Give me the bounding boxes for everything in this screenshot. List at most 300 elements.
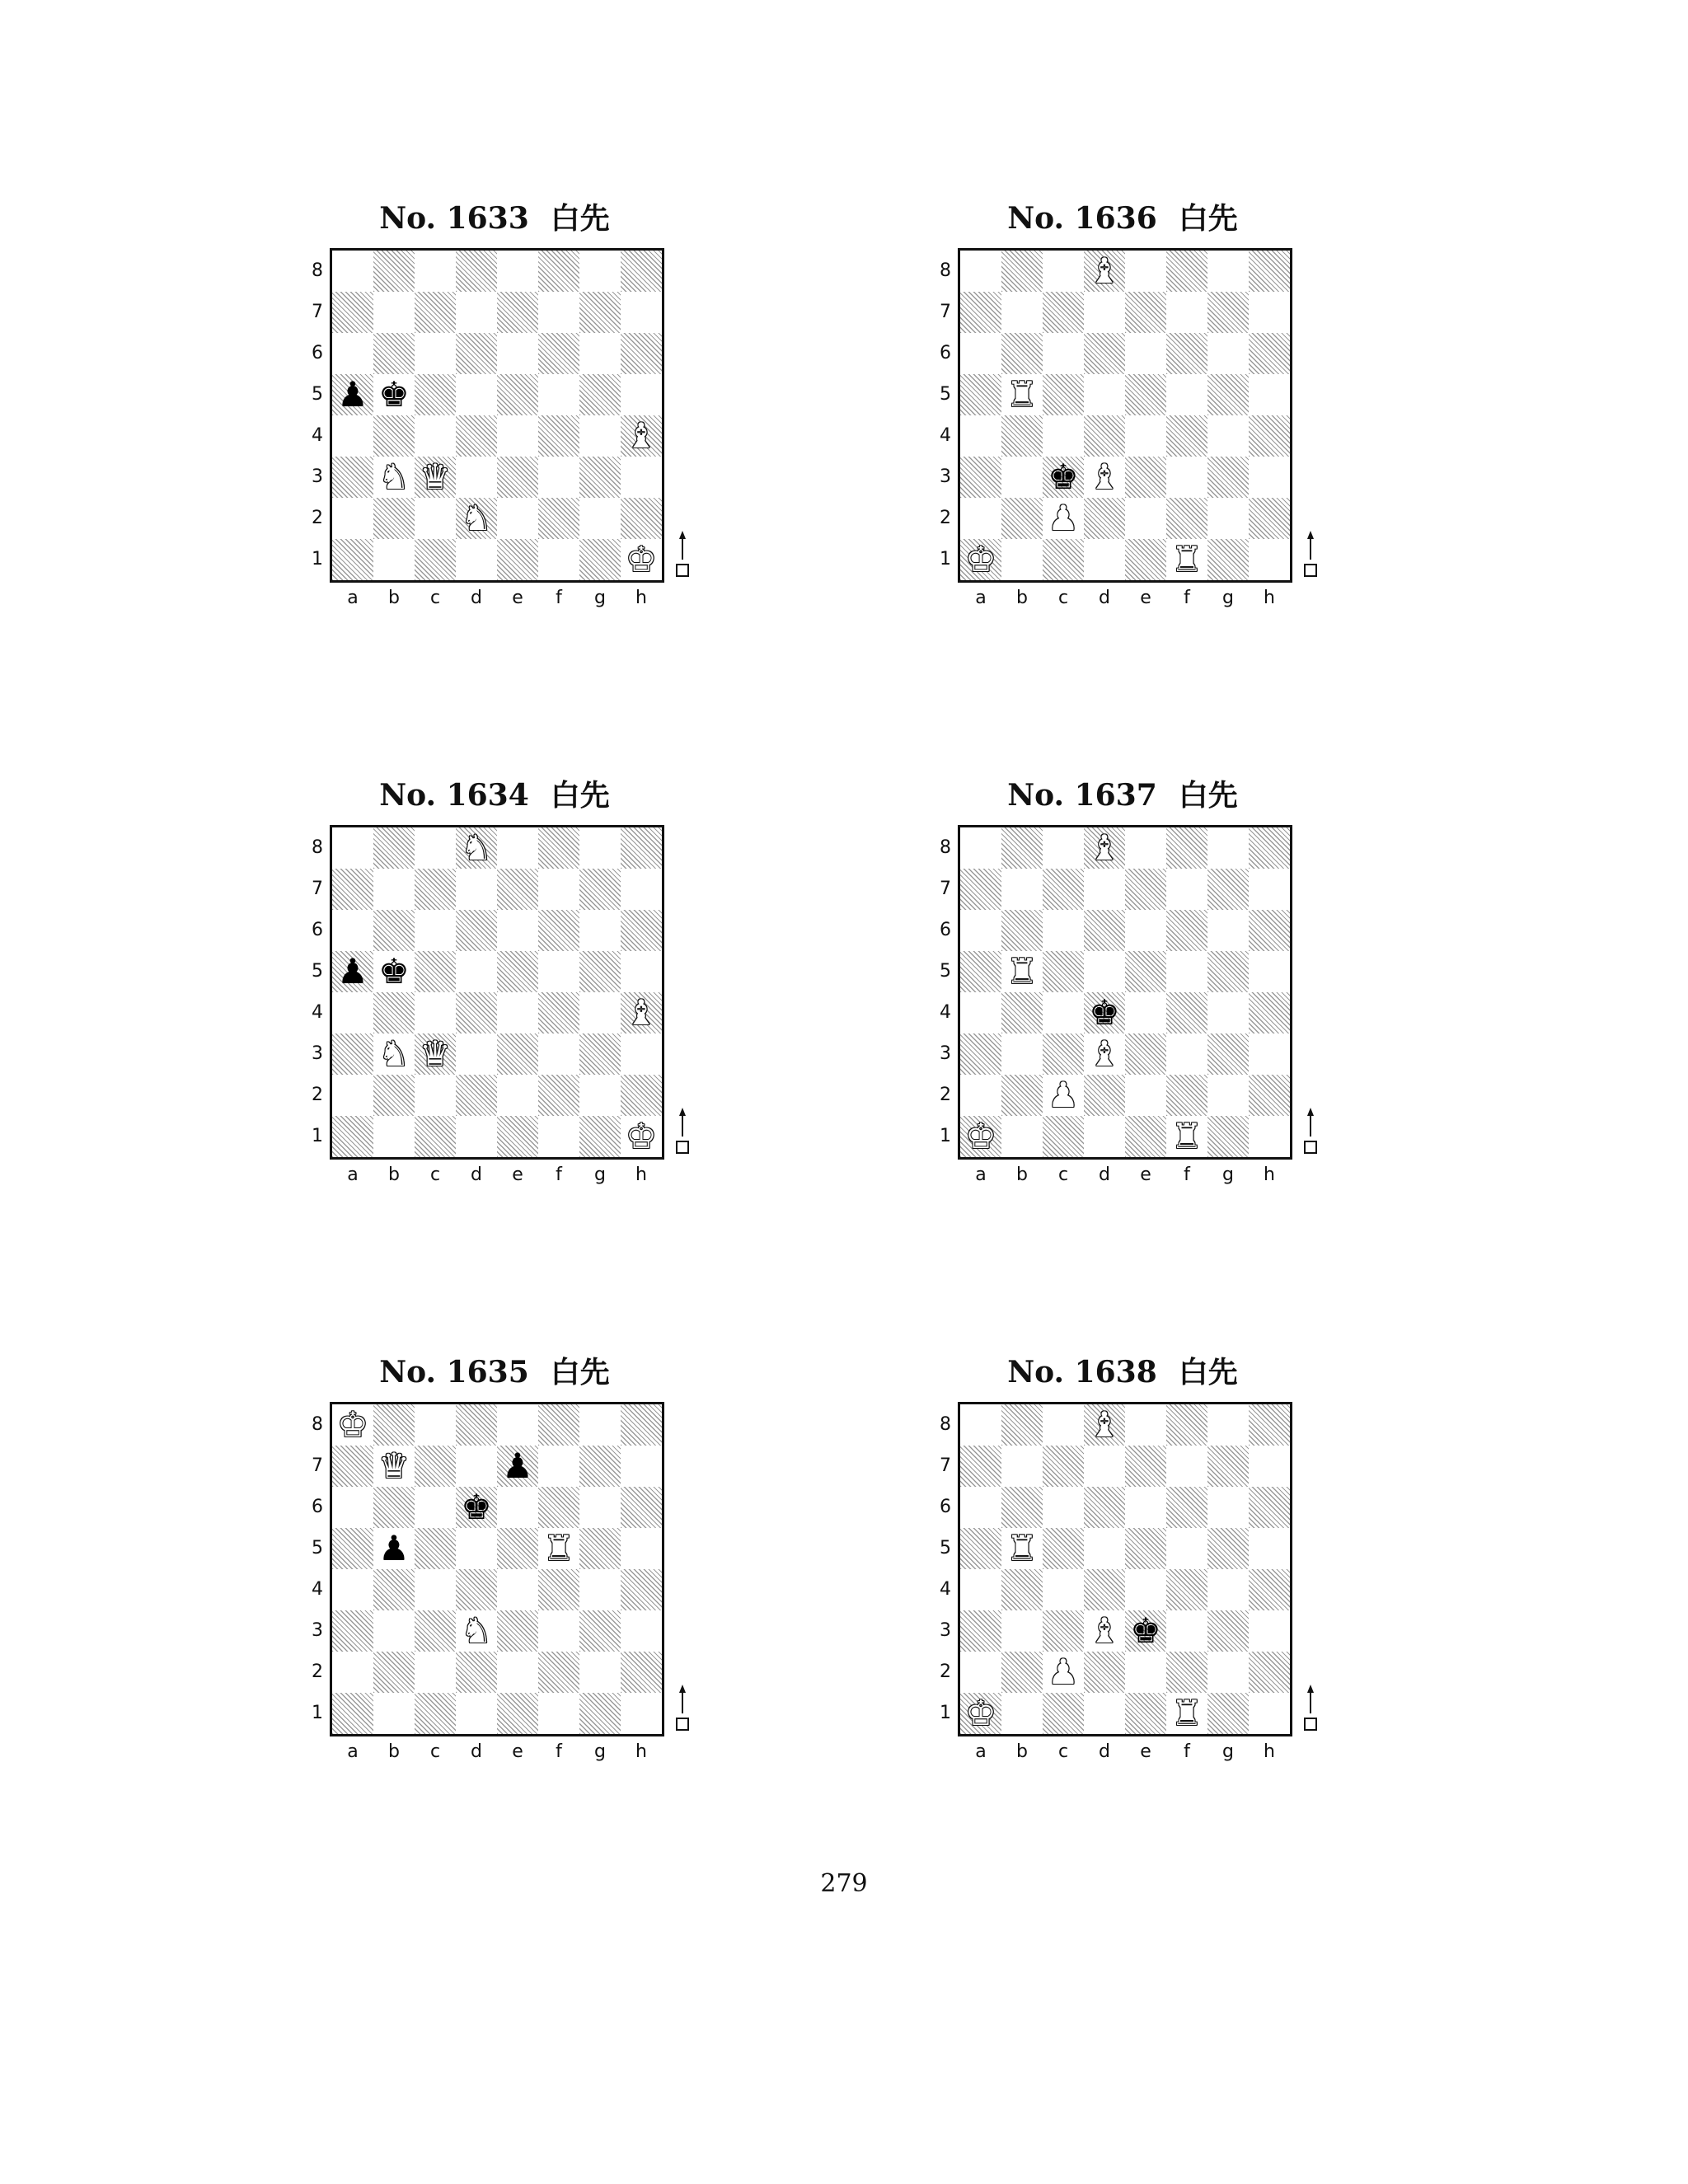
square-g2 [579, 498, 621, 539]
square-a8 [960, 251, 1001, 292]
rank-labels [933, 251, 951, 580]
square-g1 [579, 1693, 621, 1734]
black-king-icon: ♚ [461, 1487, 492, 1527]
rank-label: 1 [940, 1126, 951, 1146]
rank-labels [305, 827, 323, 1157]
rank-label: 7 [940, 302, 951, 322]
square-h5 [1249, 374, 1290, 415]
square-f6 [538, 333, 579, 374]
square-h1 [1249, 539, 1290, 580]
square-f7 [1166, 869, 1207, 910]
file-label: d [471, 588, 482, 608]
square-c5 [1043, 1528, 1084, 1569]
square-d6 [456, 1487, 497, 1528]
square-a1 [960, 539, 1001, 580]
file-labels [332, 1165, 662, 1185]
square-e3 [1125, 457, 1166, 498]
file-label: h [1264, 1165, 1275, 1185]
square-h7 [1249, 869, 1290, 910]
file-label: f [556, 1741, 562, 1762]
file-label: b [388, 1741, 400, 1762]
square-b6 [373, 1487, 415, 1528]
rank-label: 3 [312, 466, 323, 487]
square-c3 [1043, 457, 1084, 498]
square-f3 [538, 1610, 579, 1652]
square-d4 [1084, 1569, 1125, 1610]
black-king-icon: ♚ [1089, 992, 1120, 1033]
square-e5 [497, 1528, 538, 1569]
rank-label: 5 [940, 384, 951, 405]
square-b2 [373, 498, 415, 539]
square-h6 [1249, 333, 1290, 374]
square-c8 [415, 1404, 456, 1446]
square-f2 [538, 498, 579, 539]
square-d1 [456, 539, 497, 580]
square-g8 [579, 251, 621, 292]
square-a2 [332, 1075, 373, 1116]
square-g3 [1207, 457, 1249, 498]
square-c1 [1043, 1116, 1084, 1157]
square-g8 [1207, 251, 1249, 292]
square-a3 [960, 1033, 1001, 1075]
square-c6 [415, 910, 456, 951]
square-f7 [538, 292, 579, 333]
square-f2 [1166, 1652, 1207, 1693]
square-d4 [456, 415, 497, 457]
square-h4 [1249, 415, 1290, 457]
white-rook-icon: ♜ [1171, 1693, 1203, 1733]
square-c5 [1043, 374, 1084, 415]
square-g3 [579, 1610, 621, 1652]
square-a1 [332, 1116, 373, 1157]
square-f5 [1166, 374, 1207, 415]
square-f3 [1166, 457, 1207, 498]
square-d6 [456, 333, 497, 374]
square-h4 [621, 992, 662, 1033]
square-e8 [1125, 251, 1166, 292]
square-e1 [1125, 539, 1166, 580]
square-c6 [415, 1487, 456, 1528]
file-label: f [556, 588, 562, 608]
square-a8 [332, 827, 373, 869]
rank-label: 1 [940, 1703, 951, 1723]
square-c4 [415, 992, 456, 1033]
rank-labels [305, 1404, 323, 1734]
square-e7 [1125, 1446, 1166, 1487]
square-c5 [415, 951, 456, 992]
file-labels [960, 1741, 1290, 1762]
rank-label: 5 [940, 1538, 951, 1558]
square-g5 [1207, 1528, 1249, 1569]
square-g3 [579, 1033, 621, 1075]
square-b3 [373, 1610, 415, 1652]
square-e4 [497, 992, 538, 1033]
white-to-move-icon [1302, 1105, 1319, 1155]
rank-label: 1 [312, 1703, 323, 1723]
square-c7 [415, 1446, 456, 1487]
square-e5 [1125, 374, 1166, 415]
square-a4 [960, 1569, 1001, 1610]
file-label: a [347, 588, 359, 608]
square-a1 [332, 1693, 373, 1734]
square-d3 [1084, 1610, 1125, 1652]
square-b6 [373, 333, 415, 374]
square-c4 [1043, 1569, 1084, 1610]
puzzle-number: No. 1636 [1007, 201, 1157, 236]
square-c8 [1043, 251, 1084, 292]
square-b2 [1001, 1075, 1043, 1116]
square-h2 [1249, 498, 1290, 539]
square-a8 [960, 1404, 1001, 1446]
square-d1 [1084, 1116, 1125, 1157]
square-e8 [1125, 827, 1166, 869]
square-a4 [960, 992, 1001, 1033]
rank-label: 7 [940, 879, 951, 899]
square-h4 [1249, 992, 1290, 1033]
file-label: b [1016, 588, 1028, 608]
file-label: b [1016, 1741, 1028, 1762]
square-h3 [1249, 1033, 1290, 1075]
chess-puzzle-1638 [900, 1347, 1362, 1789]
file-label: b [1016, 1165, 1028, 1185]
square-a2 [960, 498, 1001, 539]
rank-label: 4 [312, 1579, 323, 1600]
square-b1 [373, 539, 415, 580]
square-g6 [1207, 333, 1249, 374]
square-d2 [1084, 498, 1125, 539]
square-e3 [497, 457, 538, 498]
puzzle-number: No. 1638 [1007, 1355, 1157, 1390]
square-h1 [1249, 1116, 1290, 1157]
square-f3 [538, 1033, 579, 1075]
square-a7 [332, 869, 373, 910]
square-a6 [332, 1487, 373, 1528]
file-label: a [975, 1165, 987, 1185]
square-d8 [456, 251, 497, 292]
page-number: 279 [820, 1869, 868, 1898]
square-a1 [960, 1116, 1001, 1157]
square-a1 [332, 539, 373, 580]
square-f1 [1166, 1116, 1207, 1157]
square-b4 [1001, 415, 1043, 457]
square-e4 [1125, 1569, 1166, 1610]
square-h2 [621, 498, 662, 539]
square-f4 [538, 1569, 579, 1610]
square-e8 [497, 1404, 538, 1446]
black-pawn-icon: ♟ [337, 374, 368, 415]
file-label: g [594, 588, 606, 608]
square-g4 [1207, 1569, 1249, 1610]
square-c6 [1043, 333, 1084, 374]
square-e4 [1125, 415, 1166, 457]
board-area [900, 248, 1362, 635]
square-b3 [1001, 457, 1043, 498]
square-d4 [456, 992, 497, 1033]
square-h7 [621, 292, 662, 333]
file-labels [960, 1165, 1290, 1185]
square-d6 [1084, 333, 1125, 374]
square-g1 [1207, 1693, 1249, 1734]
square-c6 [415, 333, 456, 374]
square-a6 [960, 1487, 1001, 1528]
square-e2 [497, 1075, 538, 1116]
chess-puzzle-1633 [272, 194, 734, 635]
square-h8 [1249, 1404, 1290, 1446]
square-b8 [1001, 251, 1043, 292]
rank-label: 7 [312, 302, 323, 322]
file-label: f [1184, 588, 1190, 608]
square-b5 [373, 1528, 415, 1569]
file-label: c [1057, 1741, 1069, 1762]
square-d8 [1084, 251, 1125, 292]
square-f2 [1166, 498, 1207, 539]
square-h6 [1249, 910, 1290, 951]
square-h3 [621, 1610, 662, 1652]
rank-label: 6 [312, 1497, 323, 1517]
square-f8 [1166, 827, 1207, 869]
square-e4 [497, 1569, 538, 1610]
square-b7 [373, 869, 415, 910]
square-g6 [1207, 910, 1249, 951]
white-rook-icon: ♜ [543, 1528, 574, 1568]
square-f1 [538, 1693, 579, 1734]
square-e1 [497, 1116, 538, 1157]
square-f3 [1166, 1033, 1207, 1075]
white-bishop-icon: ♝ [1089, 1404, 1120, 1445]
file-label: h [635, 588, 647, 608]
white-knight-icon: ♞ [461, 498, 492, 538]
white-pawn-icon: ♟ [1048, 1075, 1079, 1115]
square-h8 [621, 1404, 662, 1446]
file-label: g [1222, 588, 1234, 608]
file-label: c [1057, 1165, 1069, 1185]
square-a2 [332, 1652, 373, 1693]
square-c4 [1043, 415, 1084, 457]
square-d8 [456, 1404, 497, 1446]
file-label: e [512, 588, 523, 608]
rank-label: 5 [940, 961, 951, 982]
square-g4 [1207, 992, 1249, 1033]
white-bishop-icon: ♝ [626, 415, 657, 456]
square-a3 [332, 457, 373, 498]
square-f6 [538, 910, 579, 951]
square-b7 [373, 292, 415, 333]
square-g7 [1207, 869, 1249, 910]
square-b4 [1001, 992, 1043, 1033]
rank-label: 7 [940, 1455, 951, 1476]
square-a2 [332, 498, 373, 539]
square-h4 [621, 1569, 662, 1610]
rank-label: 4 [940, 1002, 951, 1023]
white-king-icon: ♚ [965, 539, 996, 579]
file-labels [332, 588, 662, 608]
rank-label: 8 [312, 260, 323, 281]
rank-label: 8 [940, 837, 951, 858]
square-f6 [1166, 910, 1207, 951]
square-d3 [456, 1610, 497, 1652]
side-to-move-label: 白先 [1178, 779, 1238, 813]
rank-label: 8 [940, 1414, 951, 1435]
rank-label: 8 [312, 837, 323, 858]
rank-labels [305, 251, 323, 580]
square-h1 [1249, 1693, 1290, 1734]
square-b4 [373, 1569, 415, 1610]
file-label: g [1222, 1741, 1234, 1762]
puzzle-number: No. 1635 [379, 1355, 529, 1390]
square-g5 [579, 951, 621, 992]
square-d1 [1084, 539, 1125, 580]
square-g6 [579, 1487, 621, 1528]
square-d7 [456, 1446, 497, 1487]
file-label: g [1222, 1165, 1234, 1185]
rank-label: 2 [940, 508, 951, 528]
file-label: g [594, 1165, 606, 1185]
square-a8 [332, 251, 373, 292]
square-a5 [332, 951, 373, 992]
white-knight-icon: ♞ [461, 827, 492, 868]
square-c5 [1043, 951, 1084, 992]
square-h8 [1249, 827, 1290, 869]
square-b8 [373, 251, 415, 292]
square-a5 [960, 374, 1001, 415]
rank-label: 6 [940, 343, 951, 363]
square-b6 [1001, 1487, 1043, 1528]
rank-label: 6 [940, 920, 951, 940]
white-rook-icon: ♜ [1006, 1528, 1038, 1568]
chess-puzzle-1635 [272, 1347, 734, 1789]
square-e5 [1125, 951, 1166, 992]
square-g5 [579, 1528, 621, 1569]
white-bishop-icon: ♝ [1089, 1033, 1120, 1074]
square-g2 [1207, 498, 1249, 539]
white-king-icon: ♚ [626, 539, 657, 579]
square-d8 [456, 827, 497, 869]
square-a6 [332, 333, 373, 374]
square-g2 [1207, 1652, 1249, 1693]
square-f7 [1166, 292, 1207, 333]
square-c3 [415, 1033, 456, 1075]
white-king-icon: ♚ [626, 1116, 657, 1156]
square-e6 [497, 1487, 538, 1528]
rank-label: 4 [312, 425, 323, 446]
square-f1 [538, 1116, 579, 1157]
square-h2 [1249, 1075, 1290, 1116]
square-c5 [415, 374, 456, 415]
rank-label: 5 [312, 961, 323, 982]
file-label: h [1264, 588, 1275, 608]
square-g2 [1207, 1075, 1249, 1116]
square-h8 [621, 251, 662, 292]
square-c2 [1043, 1652, 1084, 1693]
rank-label: 4 [940, 425, 951, 446]
square-h7 [621, 1446, 662, 1487]
square-f4 [1166, 415, 1207, 457]
square-e4 [1125, 992, 1166, 1033]
square-d6 [456, 910, 497, 951]
square-e6 [497, 910, 538, 951]
white-rook-icon: ♜ [1006, 374, 1038, 415]
square-d5 [456, 374, 497, 415]
file-label: d [1099, 1165, 1110, 1185]
square-d2 [456, 1075, 497, 1116]
square-g8 [1207, 827, 1249, 869]
square-g8 [579, 1404, 621, 1446]
square-g1 [1207, 539, 1249, 580]
white-rook-icon: ♜ [1171, 1116, 1203, 1156]
square-h7 [1249, 1446, 1290, 1487]
square-b4 [373, 992, 415, 1033]
board-area [272, 1402, 734, 1789]
chess-puzzle-1637 [900, 771, 1362, 1212]
square-a4 [960, 415, 1001, 457]
white-bishop-icon: ♝ [1089, 827, 1120, 868]
chess-board [958, 825, 1292, 1160]
square-a6 [332, 910, 373, 951]
square-c8 [415, 827, 456, 869]
square-d6 [1084, 1487, 1125, 1528]
square-b7 [1001, 292, 1043, 333]
square-d7 [456, 869, 497, 910]
square-g8 [579, 827, 621, 869]
square-h8 [1249, 251, 1290, 292]
square-e6 [497, 333, 538, 374]
square-e6 [1125, 333, 1166, 374]
square-e5 [497, 951, 538, 992]
square-d5 [1084, 951, 1125, 992]
square-b1 [373, 1693, 415, 1734]
square-d3 [1084, 1033, 1125, 1075]
white-rook-icon: ♜ [1171, 539, 1203, 579]
square-e3 [1125, 1033, 1166, 1075]
file-label: e [1140, 1165, 1151, 1185]
white-to-move-icon [1302, 1682, 1319, 1732]
square-d3 [1084, 457, 1125, 498]
black-pawn-icon: ♟ [337, 951, 368, 991]
square-c3 [415, 457, 456, 498]
puzzle-title [958, 194, 1287, 243]
file-label: h [635, 1165, 647, 1185]
square-d2 [456, 1652, 497, 1693]
square-c8 [1043, 827, 1084, 869]
square-a4 [332, 992, 373, 1033]
square-g1 [1207, 1116, 1249, 1157]
square-c2 [1043, 1075, 1084, 1116]
square-h5 [621, 951, 662, 992]
square-d2 [456, 498, 497, 539]
rank-label: 6 [312, 343, 323, 363]
square-a5 [332, 374, 373, 415]
square-h6 [1249, 1487, 1290, 1528]
square-a2 [960, 1652, 1001, 1693]
square-a3 [960, 1610, 1001, 1652]
rank-label: 7 [312, 879, 323, 899]
square-c6 [1043, 1487, 1084, 1528]
chess-board [958, 1402, 1292, 1736]
square-d7 [1084, 869, 1125, 910]
square-h5 [621, 1528, 662, 1569]
square-e4 [497, 415, 538, 457]
square-h1 [621, 1693, 662, 1734]
square-b2 [373, 1652, 415, 1693]
square-g4 [1207, 415, 1249, 457]
square-f7 [538, 1446, 579, 1487]
file-label: e [1140, 1741, 1151, 1762]
square-e7 [497, 1446, 538, 1487]
square-h2 [1249, 1652, 1290, 1693]
square-c2 [415, 1652, 456, 1693]
square-g4 [579, 1569, 621, 1610]
square-b5 [1001, 951, 1043, 992]
